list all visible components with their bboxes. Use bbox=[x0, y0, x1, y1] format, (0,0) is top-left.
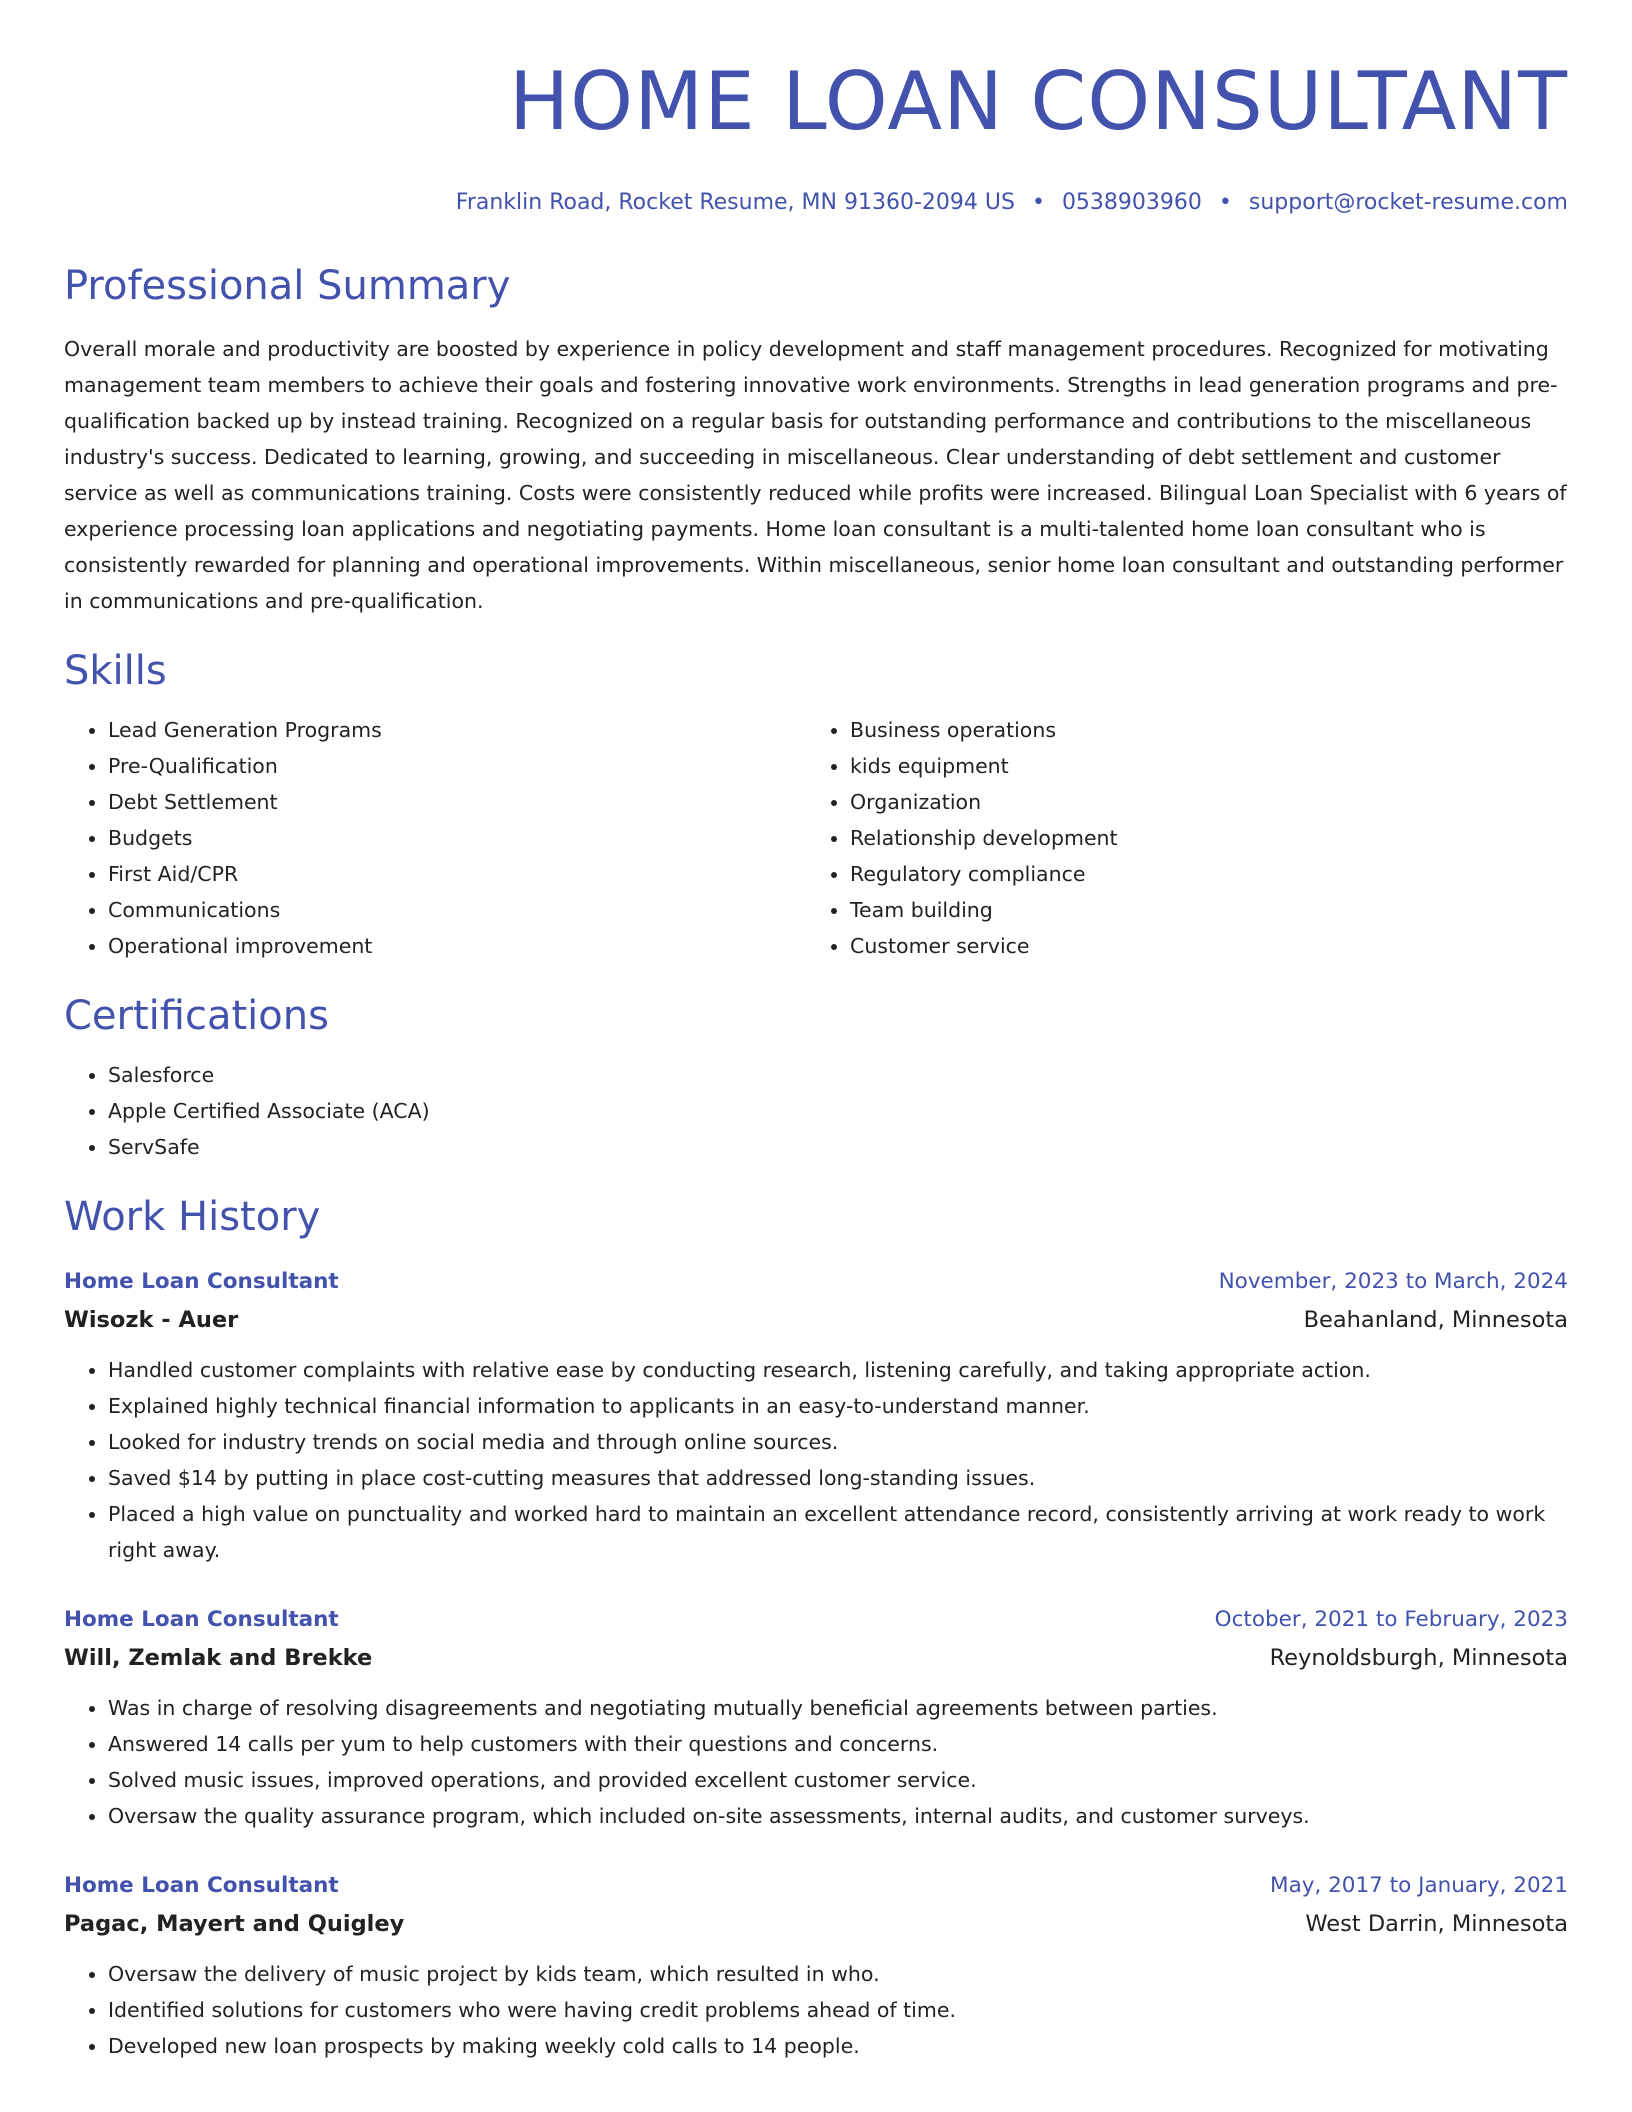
phone: 0538903960 bbox=[1061, 190, 1202, 215]
job-bullet: • Saved $14 by putting in place cost-cutting measures that addressed long-standing issues. bbox=[108, 1460, 1568, 1496]
job-bullet: • Solved music issues, improved operations, and provided excellent customer service. bbox=[108, 1762, 1568, 1798]
summary-text: Overall morale and productivity are boosted by experience in policy development and staff management procedures. Recognized for motivating management team members to achieve their goals and fostering innovative work environments. Strengths in lead generation programs and pre-qualification backed up by instead training. Recognized on a regular basis for outstanding performance and contributions to the miscellaneous industry's success. Dedicated to learning, growing, and succeeding in miscellaneous. Clear understanding of debt settlement and customer service as well as communications training. Costs were consistently reduced while profits were increased. Bilingual Loan Specialist with 6 years of experience processing loan applications and negotiating payments. Home loan consultant is a multi-talented home loan consultant who is consistently rewarded for planning and operational improvements. Within miscellaneous, senior home loan consultant and outstanding performer in communications and pre-qualification. bbox=[64, 337, 1567, 613]
skill-item: • Lead Generation Programs bbox=[108, 712, 806, 748]
job-company: Will, Zemlak and Brekke bbox=[64, 1645, 373, 1671]
job-bullet: • Handled customer complaints with relative ease by conducting research, listening carefully, and taking appropriate action. bbox=[108, 1352, 1568, 1388]
job-bullets bbox=[64, 1352, 1568, 1568]
job-bullet: • Oversaw the quality assurance program, which included on-site assessments, internal audits, and customer surveys. bbox=[108, 1798, 1568, 1834]
job-bullet: • Explained highly technical financial information to applicants in an easy-to-understand manner. bbox=[108, 1388, 1568, 1424]
address: Franklin Road, Rocket Resume, MN 91360-2094 US bbox=[455, 190, 1015, 215]
job-dates: October, 2021 to February, 2023 bbox=[1214, 1607, 1568, 1632]
job-bullet: • Developed new loan prospects by making weekly cold calls to 14 people. bbox=[108, 2028, 1568, 2064]
job-bullet: • Oversaw the delivery of music project by kids team, which resulted in who. bbox=[108, 1956, 1568, 1992]
job-entry bbox=[64, 1264, 1568, 1568]
job-bullet: • Identified solutions for customers who were having credit problems ahead of time. bbox=[108, 1992, 1568, 2028]
job-header-row bbox=[64, 1264, 1568, 1300]
job-title: Home Loan Consultant bbox=[64, 1269, 339, 1294]
skills-columns bbox=[64, 712, 1568, 964]
job-bullets bbox=[64, 1956, 1568, 2064]
job-company: Pagac, Mayert and Quigley bbox=[64, 1911, 405, 1937]
certification-item: • Apple Certified Associate (ACA) bbox=[108, 1093, 1568, 1129]
job-bullet: • Was in charge of resolving disagreements and negotiating mutually beneficial agreements between parties. bbox=[108, 1690, 1568, 1726]
skills-list-right bbox=[806, 712, 1548, 964]
contact-separator: • bbox=[1218, 190, 1232, 215]
job-company: Wisozk - Auer bbox=[64, 1307, 239, 1333]
job-header-row bbox=[64, 1868, 1568, 1904]
skill-item: • First Aid/CPR bbox=[108, 856, 806, 892]
skill-item: • Relationship development bbox=[850, 820, 1548, 856]
skills-column-right bbox=[806, 712, 1548, 964]
contact-separator: • bbox=[1031, 190, 1045, 215]
job-title: Home Loan Consultant bbox=[64, 1873, 339, 1898]
job-location: West Darrin, Minnesota bbox=[1305, 1911, 1568, 1937]
summary-heading: Professional Summary bbox=[64, 263, 511, 309]
skill-item: • Regulatory compliance bbox=[850, 856, 1548, 892]
skills-heading: Skills bbox=[64, 648, 167, 694]
resume-page bbox=[64, 0, 1568, 2064]
certification-item: • ServSafe bbox=[108, 1129, 1568, 1165]
job-dates: May, 2017 to January, 2021 bbox=[1270, 1873, 1568, 1898]
job-entry bbox=[64, 1602, 1568, 1834]
job-bullet: • Placed a high value on punctuality and worked hard to maintain an excellent attendance record, consistently arriving at work ready to work right away. bbox=[108, 1496, 1568, 1568]
job-location: Reynoldsburgh, Minnesota bbox=[1269, 1645, 1568, 1671]
skill-item: • Business operations bbox=[850, 712, 1548, 748]
job-company-row bbox=[64, 1904, 1568, 1944]
skill-item: • Operational improvement bbox=[108, 928, 806, 964]
work-history-heading: Work History bbox=[64, 1194, 321, 1240]
skill-item: • Debt Settlement bbox=[108, 784, 806, 820]
job-location: Beahanland, Minnesota bbox=[1303, 1307, 1568, 1333]
skill-item: • Budgets bbox=[108, 820, 806, 856]
skill-item: • Communications bbox=[108, 892, 806, 928]
job-company-row bbox=[64, 1638, 1568, 1678]
certifications-list bbox=[64, 1057, 1568, 1165]
resume-name: HOME LOAN CONSULTANT bbox=[508, 55, 1568, 148]
certification-item: • Salesforce bbox=[108, 1057, 1568, 1093]
skill-item: • Pre-Qualification bbox=[108, 748, 806, 784]
skill-item: • Customer service bbox=[850, 928, 1548, 964]
email: support@rocket-resume.com bbox=[1248, 190, 1568, 215]
skills-column-left bbox=[64, 712, 806, 964]
skill-item: • Organization bbox=[850, 784, 1548, 820]
job-bullet: • Looked for industry trends on social media and through online sources. bbox=[108, 1424, 1568, 1460]
job-entry bbox=[64, 1868, 1568, 2064]
skill-item: • Team building bbox=[850, 892, 1548, 928]
job-header-row bbox=[64, 1602, 1568, 1638]
job-bullet: • Answered 14 calls per yum to help customers with their questions and concerns. bbox=[108, 1726, 1568, 1762]
job-bullets bbox=[64, 1690, 1568, 1834]
contact-line bbox=[64, 188, 1568, 218]
skill-item: • kids equipment bbox=[850, 748, 1548, 784]
skills-list-left bbox=[64, 712, 806, 964]
job-dates: November, 2023 to March, 2024 bbox=[1218, 1269, 1568, 1294]
job-company-row bbox=[64, 1300, 1568, 1340]
certifications-heading: Certifications bbox=[64, 993, 329, 1039]
job-title: Home Loan Consultant bbox=[64, 1607, 339, 1632]
